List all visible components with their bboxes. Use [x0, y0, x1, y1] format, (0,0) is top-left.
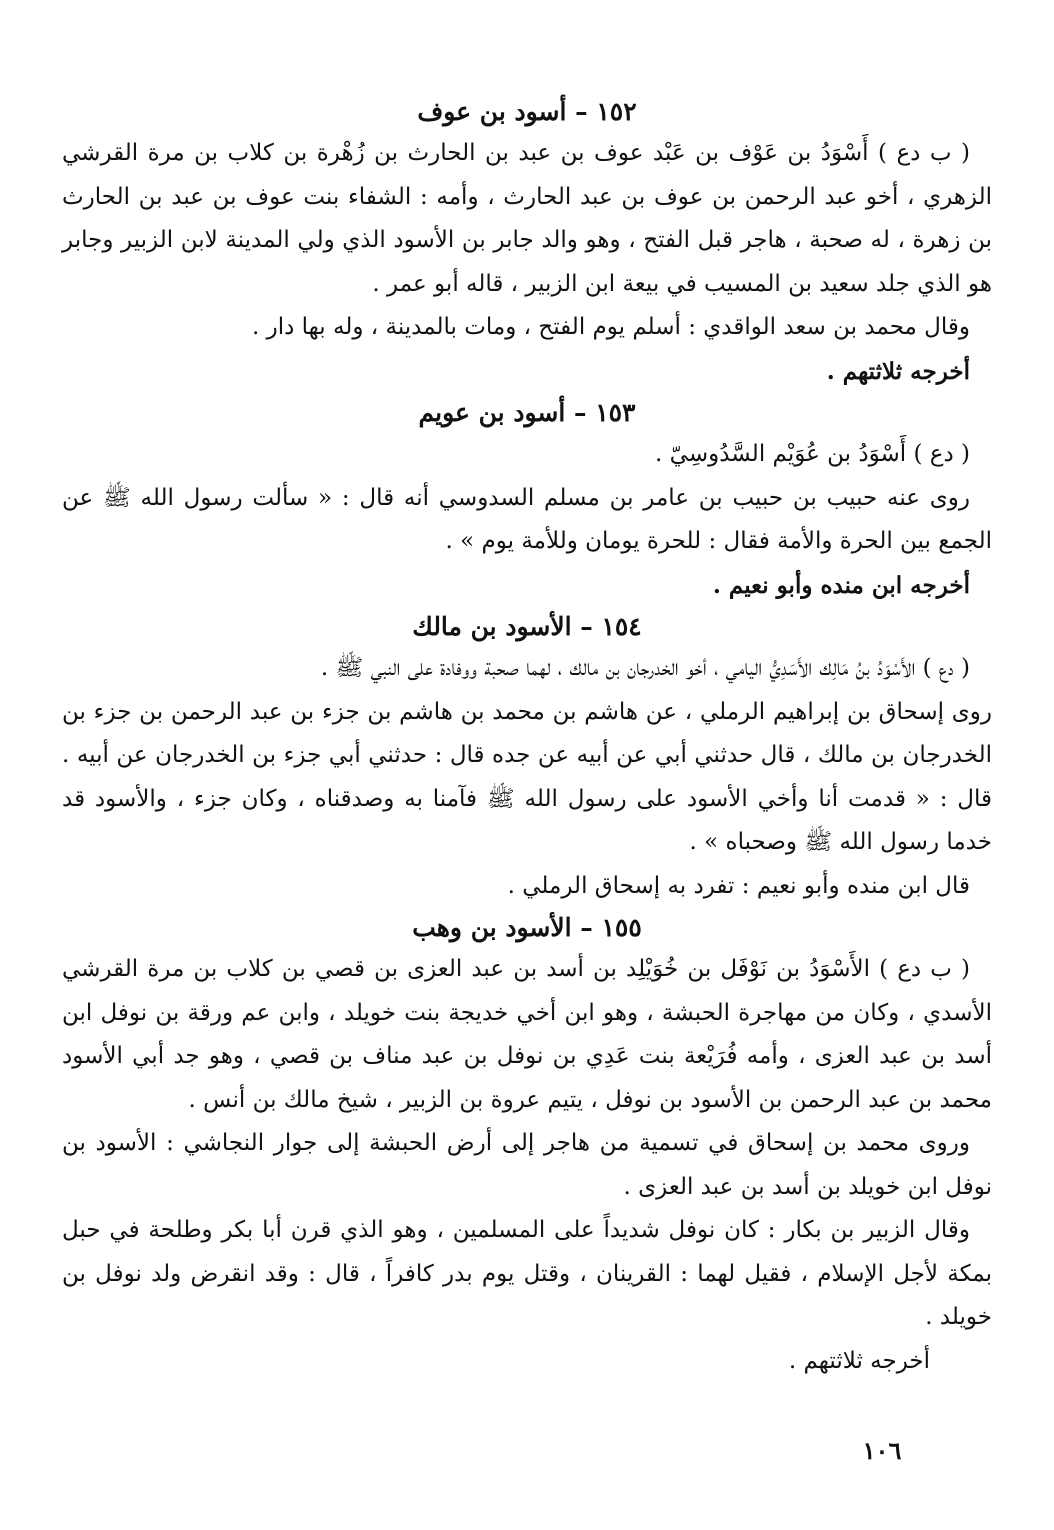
- entry-attribution: أخرجه ثلاثتهم .: [826, 357, 970, 385]
- entry-paragraph: وروى محمد بن إسحاق في تسمية من هاجر إلى أرض الحبشة إلى جوار النجاشي : الأسود بن نوفل ابن خويلد بن أسد بن عبد العزى .: [62, 1130, 992, 1200]
- entry-heading: ١٥٥ – الأسود بن وهب: [412, 913, 642, 942]
- entry-paragraph: روى إسحاق بن إبراهيم الرملي ، عن هاشم بن محمد بن هاشم بن جزء بن عبد الرحمن بن جزء بن الخدرجان بن مالك ، قال حدثني أبي عن أبيه عن جده قال : حدثني أبي جزء بن الخدرجان عن أبيه . قال : « قدمت أنا وأخي الأسود على رسول الله ﷺ فآمنا به وصدقناه ، وكان جزء ، والأسود قد خدما رسول الله ﷺ وصحباه » .: [62, 698, 992, 855]
- entry-paragraph: ( دع ) أَسْوَدُ بن عُوَيْم السَّدُوسِيّ .: [655, 441, 970, 467]
- entry-paragraph: روى عنه حبيب بن حبيب بن عامر بن مسلم السدوسي أنه قال : « سألت رسول الله ﷺ عن الجمع بين الحرة والأمة فقال : للحرة يومان وللأمة يوم » .: [62, 484, 992, 554]
- entry-paragraph: قال ابن منده وأبو نعيم : تفرد به إسحاق الرملي .: [507, 872, 970, 899]
- entry-heading: ١٥٤ – الأسود بن مالك: [412, 612, 642, 641]
- entry-paragraph: وقال الزبير بن بكار : كان نوفل شديداً على المسلمين ، وهو الذي قرن أبا بكر وطلحة في حبل بمكة لأجل الإسلام ، فقيل لهما : القرينان ، وقتل يوم بدر كافراً ، قال : وقد انقرض ولد نوفل بن خويلد .: [62, 1217, 992, 1330]
- page-body: [62, 92, 992, 1383]
- entry-heading: ١٥٣ – أسود بن عويم: [418, 398, 636, 427]
- entry-attribution: أخرجه ثلاثتهم .: [788, 1347, 930, 1374]
- entry-paragraph: ( ب دع ) الأَسْوَدُ بن نَوْفَل بن خُوَيْلِد بن أسد بن عبد العزى بن قصي بن كلاب بن مرة القرشي الأسدي ، وكان من مهاجرة الحبشة ، وهو ابن أخي خديجة بنت خويلد ، وابن عم ورقة بن نوفل ابن أسد بن عبد العزى ، وأمه فُرَيْعة بنت عَدِي بن نوفل بن عبد مناف بن قصي ، وهو جد أبي الأسود محمد بن عبد الرحمن بن الأسود بن نوفل ، يتيم عروة بن الزبير ، شيخ مالك بن أنس .: [62, 956, 992, 1113]
- entry-attribution: أخرجه ابن منده وأبو نعيم .: [712, 571, 970, 599]
- entry-paragraph: وقال محمد بن سعد الواقدي : أسلم يوم الفتح ، ومات بالمدينة ، وله بها دار .: [252, 314, 970, 340]
- entry-paragraph: ( ب دع ) أَسْوَدُ بن عَوْف بن عَبْد عوف بن عبد بن الحارث بن زُهْرة بن كلاب بن مرة القرشي الزهري ، أخو عبد الرحمن بن عوف بن عبد الحارث ، وأمه : الشفاء بنت عوف بن عبد بن الحارث بن زهرة ، له صحبة ، هاجر قبل الفتح ، وهو والد جابر بن الأسود الذي ولي المدينة لابن الزبير وجابر هو الذي جلد سعيد بن المسيب في بيعة ابن الزبير ، قاله أبو عمر .: [62, 140, 992, 297]
- page-number: ١٠٦: [862, 1436, 902, 1465]
- entry-paragraph: ( دع ) الأَسْوَدُ بنُ مَالِك الأَسَدِيُّ اليامي ، أخو الخدرجان بن مالك ، لهما صحبة ووفادة على النبي ﷺ .: [320, 655, 970, 681]
- entry-heading: ١٥٢ – أسود بن عوف: [417, 97, 637, 126]
